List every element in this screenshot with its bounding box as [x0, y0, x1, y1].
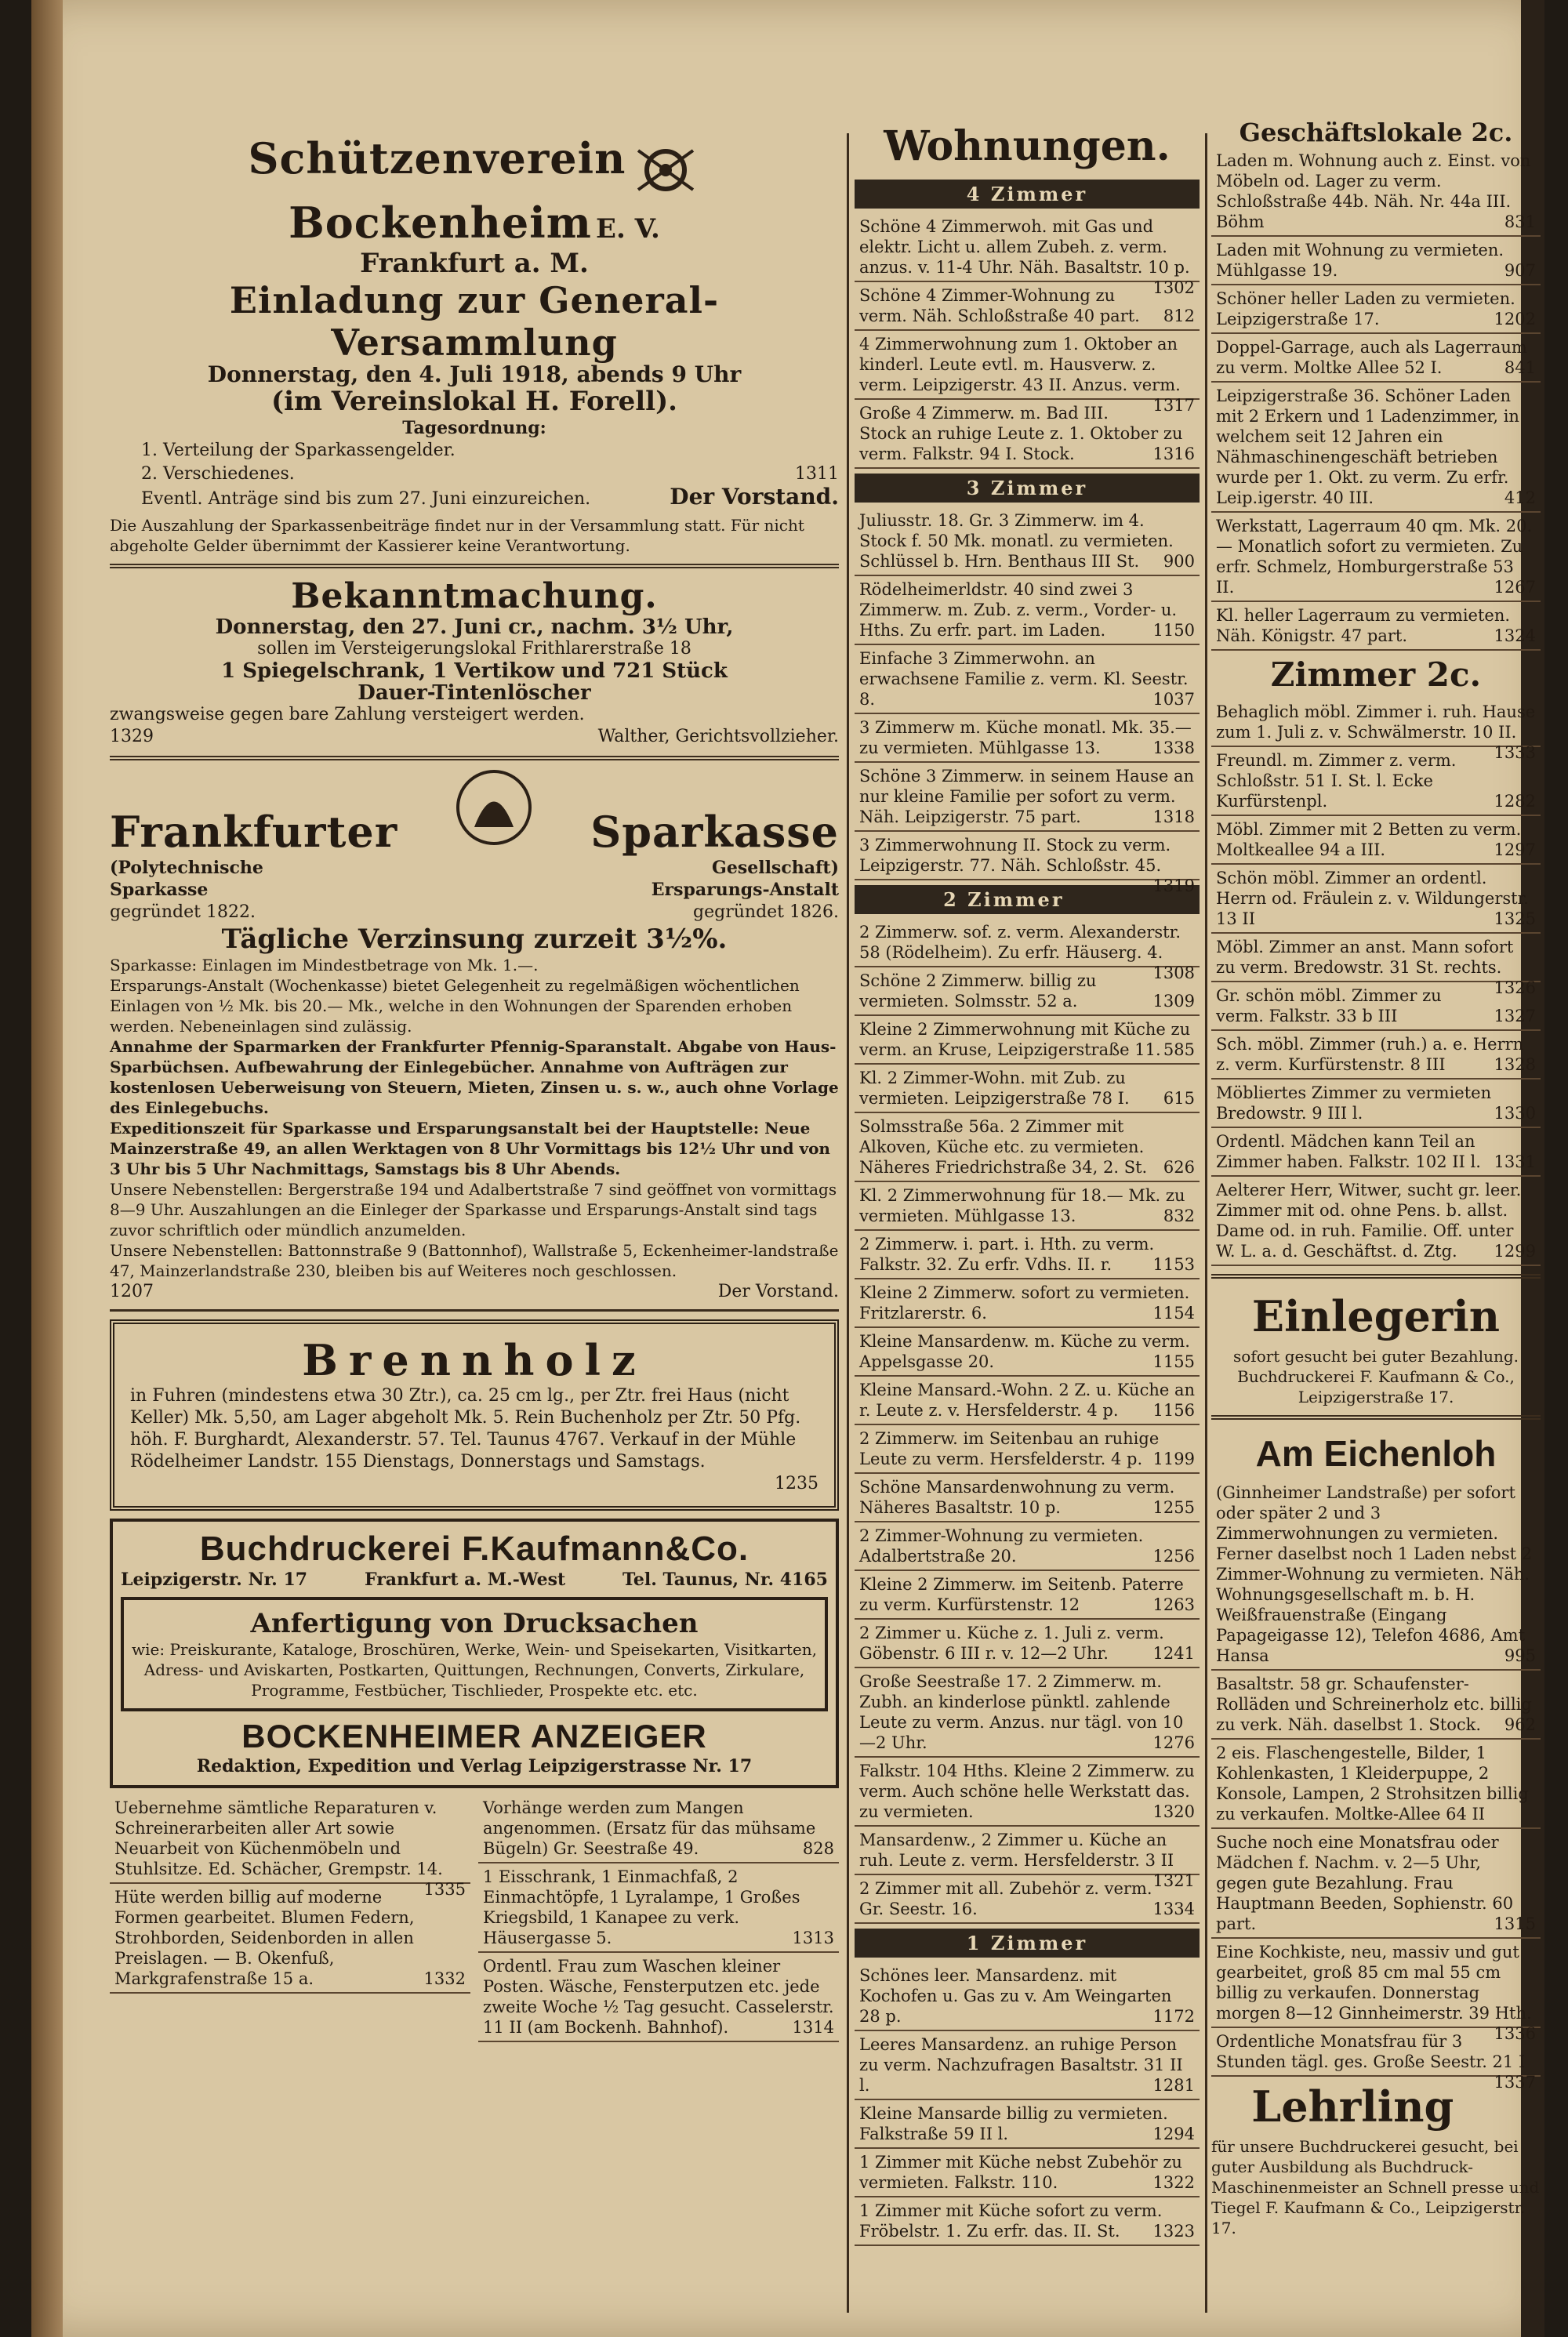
ad-number: 626: [1163, 1158, 1195, 1177]
ad-text: 3 Zimmerwohnung II. Stock zu verm. Leipzigerstr. 77. Näh. Schloßstr. 45.: [859, 836, 1171, 875]
column-rule: [847, 133, 849, 2313]
ad-number: 1324: [1494, 626, 1536, 645]
ad-number: 1317: [1152, 396, 1195, 415]
ad-number: 1316: [1152, 445, 1195, 463]
sparkasse-left-label: Sparkasse: [110, 879, 209, 900]
ad-number: 1199: [1152, 1450, 1195, 1468]
classified-ad: [478, 1794, 839, 1863]
sparkasse-title-right: Sparkasse: [590, 806, 839, 857]
ad-text: Schöne 3 Zimmerw. in seinem Hause an nur kleine Familie per sofort zu verm. Näh. Leipzigerstr. 75 part.: [859, 767, 1195, 826]
ad-text: Einfache 3 Zimmerwohn. an erwachsene Familie z. verm. Kl. Seestr. 8.: [859, 649, 1189, 709]
ad-number: 1335: [423, 1879, 466, 1899]
sparkasse-body-1: Sparkasse: Einlagen im Mindestbetrage von Mk. 1.—.: [110, 955, 539, 974]
ad-text: 1 Zimmer mit Küche sofort zu verm. Fröbelstr. 1. Zu erfr. das. II. St.: [859, 2201, 1163, 2241]
ad-number: 900: [1163, 552, 1195, 571]
classified-ad: [1211, 1829, 1541, 1939]
ad-number: 1153: [1152, 1255, 1195, 1274]
ad-number: 585: [1163, 1040, 1195, 1059]
category-header: 4 Zimmer: [855, 180, 1200, 209]
section-title: Geschäftslokale 2c.: [1239, 118, 1513, 147]
classified-ad: [1211, 1671, 1541, 1740]
newspaper-page: [31, 0, 1544, 2337]
small-ads-right: [478, 1794, 839, 2042]
category-header: 1 Zimmer: [855, 1929, 1200, 1958]
ad-text: 2 Zimmerw. i. part. i. Hth. zu verm. Falkstr. 32. Zu erfr. Vdhs. II. r.: [859, 1235, 1155, 1274]
column-left: [110, 118, 839, 2042]
ad-number: 1308: [1152, 963, 1195, 982]
ad-text: Kl. 2 Zimmer-Wohn. mit Zub. zu vermieten. Leipzigerstraße 78 I.: [859, 1069, 1130, 1108]
column-wohnungen: [855, 118, 1200, 2246]
ad-text: Werkstatt, Lagerraum 40 qm. Mk. 20.— Monatlich sofort zu vermieten. Zu erfr. Schmelz, Homburgerstraße 53 II.: [1216, 517, 1533, 597]
classified-ad: [855, 400, 1200, 469]
ad-text: 2 Zimmerw. im Seitenbau an ruhige Leute zu verm. Hersfelderstr. 4 p.: [859, 1429, 1160, 1468]
agenda-item-2: 2. Verschiedenes.: [141, 463, 295, 484]
ad-text: Schöne 2 Zimmerw. billig zu vermieten. Solmsstr. 52 a.: [859, 971, 1097, 1011]
classified-ad: [855, 1065, 1200, 1113]
classified-ad: [478, 1863, 839, 1953]
classified-ad: [855, 1962, 1200, 2031]
ad-text: Ordentl. Mädchen kann Teil an Zimmer haben. Falkstr. 102 II l.: [1216, 1132, 1481, 1171]
ad-number: 1155: [1152, 1352, 1195, 1371]
ad-text: Vorhänge werden zum Mangen angenommen. (Ersatz für das mühsame Bügeln) Gr. Seestraße 49.: [483, 1798, 816, 1858]
sparkasse-left-year: gegründet 1822.: [110, 902, 256, 922]
ad-number: 1235: [775, 1473, 818, 1493]
eichenloh-title: Am Eichenloh: [1255, 1433, 1497, 1474]
classified-ad: [855, 919, 1200, 982]
ad-number: 1263: [1152, 1595, 1195, 1614]
classified-ad: [855, 1668, 1200, 1758]
ad-text: Kl. heller Lagerraum zu vermieten. Näh. Königstr. 47 part.: [1216, 606, 1511, 645]
agenda-item-1: 1. Verteilung der Sparkassengelder.: [141, 440, 456, 460]
club-suffix: E. V.: [596, 212, 660, 245]
lehrling-title: Lehrling: [1251, 2081, 1454, 2132]
notice-line-5: zwangsweise gegen bare Zahlung versteigert werden.: [110, 704, 585, 724]
club-name-right: Bockenheim: [289, 197, 592, 248]
meeting-footer: Die Auszahlung der Sparkassenbeiträge findet nur in der Versammlung statt. Für nicht abgeholte Gelder übernimmt der Kassierer keine Verantwortung.: [110, 515, 804, 555]
ad-number: 1336: [1494, 2024, 1536, 2043]
ad-text: Hüte werden billig auf moderne Formen gearbeitet. Blumen Federn, Strohborden, Seidenborden in allen Preislagen. — B. Okenfuß, Markgrafenstraße 15 a.: [114, 1887, 415, 1988]
ad-text: Schönes leer. Mansardenz. mit Kochofen u. Gas zu v. Am Weingarten 28 p.: [859, 1966, 1172, 2026]
classified-ad: [855, 1377, 1200, 1425]
category-header: 2 Zimmer: [855, 885, 1200, 914]
ad-text: Uebernehme sämtliche Reparaturen v. Schreinerarbeiten aller Art sowie Neuarbeit von Küchenmöbeln und Stuhlsitze. Ed. Schächer, Grempstr. 14.: [114, 1798, 443, 1878]
sparkasse-body-3: Annahme der Sparmarken der Frankfurter Pfennig-Sparanstalt. Abgabe von Haus-Sparbüchsen. Aufbewahrung der Einlegebücher. Annahme von Aufträgen zur kostenlosen Ueberweisung von Steuern, Mieten, Zinsen u. s. w., auch ohne Vorlage des Einlegebuchs.: [110, 1036, 839, 1117]
classified-ad: [110, 1884, 470, 1994]
classified-ad: [855, 1522, 1200, 1571]
druckerei-address: Leipzigerstr. Nr. 17: [121, 1569, 308, 1590]
ad-number: 1299: [1494, 1242, 1536, 1261]
classified-ad: [1211, 865, 1541, 934]
ad-text: Schön möbl. Zimmer an ordentl. Herrn od. Fräulein z. v. Wildungerstr. 13 II: [1216, 869, 1529, 928]
ad-text: Ordentliche Monatsfrau für 3 Stunden tägl. ges. Große Seestr. 21 I: [1216, 2032, 1526, 2071]
ad-text: Kleine 2 Zimmerwohnung mit Küche zu verm. an Kruse, Leipzigerstraße 11.: [859, 1020, 1191, 1059]
classified-ad: [478, 1953, 839, 2042]
classified-ad: [1211, 816, 1541, 865]
ad-text: 4 Zimmerwohnung zum 1. Oktober an kinderl. Leute evtl. m. Hausverw. z. verm. Leipzigerstr. 43 II. Anzus. verm.: [859, 335, 1181, 394]
ad-number: 1315: [1494, 1914, 1536, 1933]
meeting-headline: Einladung zur General-Versammlung: [229, 278, 720, 364]
ad-number: 907: [1504, 261, 1536, 280]
notice-line-1: Donnerstag, den 27. Juni cr., nachm. 3½ Uhr,: [215, 615, 734, 639]
ad-number: 1202: [1494, 310, 1536, 328]
classified-ad: [1211, 982, 1541, 1031]
meeting-place: (im Vereinslokal H. Forell).: [270, 385, 678, 417]
ad-number: 1302: [1152, 278, 1195, 297]
ad-number: 1241: [1152, 1644, 1195, 1663]
ad-number: 1329: [110, 726, 154, 746]
einlegerin-body: sofort gesucht bei guter Bezahlung. Buchdruckerei F. Kaufmann & Co., Leipzigerstraße 17.: [1232, 1347, 1519, 1406]
ad-number: 832: [1163, 1207, 1195, 1225]
ad-text: Freundl. m. Zimmer z. verm. Schloßstr. 51 I. St. l. Ecke Kurfürstenpl.: [1216, 751, 1457, 811]
ad-number: 1327: [1494, 1007, 1536, 1025]
classified-ad: [1211, 934, 1541, 997]
ad-text: Schöne 4 Zimmerwoh. mit Gas und elektr. Licht u. allem Zubeh. z. verm. anzus. v. 11-4 Uhr. Näh. Basaltstr. 10 p.: [859, 217, 1190, 277]
ad-text: Behaglich möbl. Zimmer i. ruh. Hause zum 1. Juli z. v. Schwälmerstr. 10 II.: [1216, 702, 1536, 742]
divider: [110, 1309, 839, 1312]
lehrling-body: für unsere Buchdruckerei gesucht, bei guter Ausbildung als Buchdruck-Maschinenmeister an Schnell presse und Tiegel F. Kaufmann & Co., Leipzigerstr. 17.: [1211, 2137, 1540, 2237]
ad-text: Doppel-Garrage, auch als Lagerraum zu verm. Moltke Allee 52 I.: [1216, 338, 1527, 377]
ad-number: 1150: [1152, 621, 1195, 640]
divider: [110, 564, 839, 568]
druckerei-title: Buchdruckerei F.Kaufmann&Co.: [199, 1529, 750, 1568]
sparkasse-title-left: Frankfurter: [110, 806, 398, 857]
druckerei-phone: Tel. Taunus, Nr. 4165: [622, 1569, 828, 1590]
eichenloh-ad: [1211, 1428, 1541, 1671]
classified-ad: [855, 645, 1200, 714]
ad-number: 1313: [792, 1928, 834, 1947]
classified-ad: [1211, 334, 1541, 383]
ad-number: 962: [1504, 1715, 1536, 1734]
druckerei-ad: [110, 1519, 839, 1788]
classified-ad: [1211, 1479, 1541, 1671]
classified-ad: [110, 1794, 470, 1899]
ad-text: Möbl. Zimmer an anst. Mann sofort zu verm. Bredowstr. 31 St. rechts.: [1216, 938, 1514, 977]
ad-number: 1172: [1152, 2007, 1195, 2026]
classified-ad: [1211, 383, 1541, 513]
sparkasse-ad: [110, 768, 839, 1303]
classified-ad: [1211, 147, 1541, 237]
signature: Der Vorstand.: [670, 483, 839, 510]
ad-number: 1294: [1152, 2125, 1195, 2143]
classified-ad: [1211, 1740, 1541, 1829]
ad-text: Kleine Mansard.-Wohn. 2 Z. u. Küche an r. Leute z. v. Hersfelderstr. 4 p.: [859, 1381, 1195, 1420]
ad-text: Sch. möbl. Zimmer (ruh.) a. e. Herrn z. verm. Kurfürstenstr. 8 III: [1216, 1035, 1524, 1074]
ad-text: Große 4 Zimmerw. m. Bad III. Stock an ruhige Leute z. 1. Oktober zu verm. Falkstr. 94 I. Stock.: [859, 404, 1183, 463]
classified-ad: [855, 2100, 1200, 2149]
classified-ad: [855, 1571, 1200, 1620]
classified-ad: [855, 832, 1200, 895]
druckerei-city: Frankfurt a. M.-West: [364, 1569, 566, 1590]
ad-number: 841: [1504, 358, 1536, 377]
ad-number: 812: [1163, 307, 1195, 325]
ad-text: Suche noch eine Monatsfrau oder Mädchen f. Nachm. v. 2—5 Uhr, gegen gute Bezahlung. Frau Hauptmann Beeden, Sophienstr. 60 part.: [1216, 1833, 1514, 1933]
classified-ad: [855, 2031, 1200, 2100]
divider: [1211, 1274, 1541, 1279]
ad-number: 1037: [1152, 690, 1195, 709]
ad-text: Falkstr. 104 Hths. Kleine 2 Zimmerw. zu verm. Auch schöne helle Werkstatt das. zu vermieten.: [859, 1762, 1195, 1821]
classified-ad: [855, 507, 1200, 576]
einlegerin-ad: [1211, 1286, 1541, 1407]
interest-rate: Tägliche Verzinsung zurzeit 3½%.: [221, 923, 728, 955]
sparkasse-body-2: Ersparungs-Anstalt (Wochenkasse) bietet Gelegenheit zu regelmäßigen wöchentlichen Einlagen von ½ Mk. bis 20.— Mk., welche in den Wohnungen der Sparenden erhoben werden. Nebeneinlagen sind zulässig.: [110, 975, 800, 1036]
ad-text: 1 Eisschrank, 1 Einmachfaß, 2 Einmachtöpfe, 1 Lyralampe, 1 Großes Kriegsbild, 1 Kanapee zu verk. Häusergasse 5.: [483, 1867, 800, 1947]
ad-text: 2 Zimmer-Wohnung zu vermieten. Adalbertstraße 20.: [859, 1526, 1144, 1566]
classified-ad: [855, 1113, 1200, 1182]
notice-title: Bekanntmachung.: [291, 575, 658, 616]
ad-number: 1276: [1152, 1733, 1195, 1752]
ad-text: Kleine Mansardenw. m. Küche zu verm. Appelsgasse 20.: [859, 1332, 1190, 1371]
sparkasse-sub-left: (Polytechnische: [110, 857, 263, 878]
ad-number: 1338: [1152, 738, 1195, 757]
classified-ad: [1211, 602, 1541, 651]
ad-number: 1282: [1494, 792, 1536, 811]
classified-ad: [855, 1827, 1200, 1890]
ad-text: Kleine 2 Zimmerw. sofort zu vermieten. Fritzlarerstr. 6.: [859, 1283, 1190, 1323]
classified-ad: [855, 1620, 1200, 1668]
ad-number: 1281: [1152, 2076, 1195, 2095]
anzeiger-title: BOCKENHEIMER ANZEIGER: [241, 1717, 707, 1755]
ad-text: Aelterer Herr, Witwer, sucht gr. leer. Zimmer mit od. ohne Pens. b. allst. Dame od. in ruh. Familie. Off. unter W. L. a. d. Geschäftst. d. Ztg.: [1216, 1181, 1522, 1261]
classified-ad: [855, 331, 1200, 415]
ad-number: 1314: [792, 2017, 834, 2037]
ad-text: 2 Zimmerw. sof. z. verm. Alexanderstr. 58 (Rödelheim). Zu erfr. Häuserg. 4.: [859, 923, 1181, 962]
section-title: Zimmer 2c.: [1270, 655, 1482, 694]
section-title: Wohnungen.: [884, 122, 1171, 170]
ad-text: Leipzigerstraße 36. Schöner Laden mit 2 Erkern und 1 Ladenzimmer, in welchem seit 12 Jahren ein Nähmaschinengeschäft betrieben wurde per 1. Okt. zu verm. Zu erfr. Leip.igerstr. 40 III.: [1216, 386, 1519, 507]
classified-ad: [1211, 747, 1541, 816]
ad-text: (Ginnheimer Landstraße) per sofort oder später 2 und 3 Zimmerwohnungen zu vermieten. Ferner daselbst noch 1 Laden nebst 2 Zimmer-Wohnung zu vermieten. Näh. Wohnungsgesellschaft m. b. H. Weißfrauenstraße (Eingang Papageigasse 12), Telefon 4686, Amt Hansa: [1216, 1483, 1533, 1665]
bekanntmachung-ad: [110, 576, 839, 748]
divider: [110, 756, 839, 760]
classified-ad: [855, 2197, 1200, 2246]
ad-number: 1309: [1152, 992, 1195, 1011]
ad-number: 1318: [1152, 807, 1195, 826]
classified-ad: [1211, 1128, 1541, 1177]
ad-text: Laden mit Wohnung zu vermieten. Mühlgasse 19.: [1216, 241, 1504, 280]
classified-ad: [855, 1875, 1200, 1924]
classified-ad: [855, 1328, 1200, 1377]
classified-ad: [855, 282, 1200, 331]
brennholz-body: in Fuhren (mindestens etwa 30 Ztr.), ca. 25 cm lg., per Ztr. frei Haus (nicht Keller) Mk. 5,50, am Lager abgeholt Mk. 5. Rein Buchenholz per Ztr. 50 Pfg. höh. F. Burghardt, Alexanderstr. 57. Tel. Taunus 4767. Verkauf in der Mühle Rödelheimer Landstr. 155 Dienstags, Donnerstags und Samstags.: [130, 1385, 801, 1472]
classified-ad: [1211, 1031, 1541, 1080]
meeting-date: Donnerstag, den 4. Juli 1918, abends 9 Uhr: [207, 361, 742, 387]
brennholz-ad: [110, 1319, 839, 1511]
ad-number: 1256: [1152, 1547, 1195, 1566]
classified-ad: [855, 1182, 1200, 1231]
ad-number: 1311: [795, 463, 839, 484]
category-header: 3 Zimmer: [855, 474, 1200, 503]
schuetzenverein-ad: [110, 133, 839, 556]
ad-number: 995: [1504, 1646, 1536, 1665]
ad-text: 1 Zimmer mit Küche nebst Zubehör zu vermieten. Falkstr. 110.: [859, 2153, 1182, 2192]
ad-number: 1334: [1152, 1900, 1195, 1918]
signature: Der Vorstand.: [717, 1281, 839, 1301]
classified-ad: [855, 2149, 1200, 2197]
divider: [1211, 1415, 1541, 1420]
sparkasse-right-label: Ersparungs-Anstalt: [651, 879, 839, 900]
column-geschaeftslokale: [1211, 118, 1541, 2238]
ad-text: Ordentl. Frau zum Waschen kleiner Posten. Wäsche, Fensterputzen etc. jede zweite Woche ½ Tag gesucht. Casselerstr. 11 II (am Bockenh. Bahnhof).: [483, 1956, 834, 2037]
ad-text: Rödelheimerldstr. 40 sind zwei 3 Zimmerw. m. Zub. z. verm., Vorder- u. Hths. Zu erfr. part. im Laden.: [859, 580, 1178, 640]
classified-ad: [855, 1231, 1200, 1279]
ad-number: 1331: [1494, 1152, 1536, 1171]
ad-number: 615: [1163, 1089, 1195, 1108]
classified-ad: [1211, 237, 1541, 285]
notice-line-4: Dauer-Tintenlöscher: [358, 680, 591, 705]
ad-number: 1332: [423, 1969, 466, 1988]
ad-text: Juliusstr. 18. Gr. 3 Zimmerw. im 4. Stock f. 50 Mk. monatl. zu vermieten. Schlüssel b. Hrn. Benthaus III St.: [859, 511, 1174, 571]
ad-text: 2 eis. Flaschengestelle, Bilder, 1 Kohlenkasten, 1 Kleiderpuppe, 2 Konsole, Lampen, 2 Strohsitzen billig zu verkaufen. Moltke-Allee 64 II: [1216, 1744, 1529, 1824]
sparkasse-sub-right: Gesellschaft): [712, 857, 839, 878]
classified-ad: [855, 1279, 1200, 1328]
classified-ad: [855, 1758, 1200, 1827]
ad-number: 831: [1504, 212, 1536, 231]
ad-number: 1297: [1494, 840, 1536, 859]
brennholz-title: Brennholz: [302, 1334, 647, 1385]
ad-text: Eine Kochkiste, neu, massiv und gut gearbeitet, groß 85 cm mal 55 cm billig zu verkaufen. Donnerstag morgen 8—12 Ginnheimerstr. 39 Hth.: [1216, 1943, 1532, 2023]
classified-ad: [855, 576, 1200, 645]
small-ads-left: [110, 1794, 470, 2042]
ad-text: Mansardenw., 2 Zimmer u. Küche an ruh. Leute z. verm. Hersfelderstr. 3 II: [859, 1831, 1174, 1870]
classified-ad: [855, 1016, 1200, 1065]
notice-line-3: 1 Spiegelschrank, 1 Vertikow und 721 Stück: [221, 659, 728, 683]
ad-number: 1328: [1494, 1055, 1536, 1074]
ad-text: Möbliertes Zimmer zu vermieten Bredowstr. 9 III l.: [1216, 1083, 1492, 1123]
ad-text: Kleine Mansarde billig zu vermieten. Falkstraße 59 II l.: [859, 2104, 1168, 2143]
ad-text: Möbl. Zimmer mit 2 Betten zu verm. Moltkeallee 94 a III.: [1216, 820, 1522, 859]
druckerei-headline: Anfertigung von Drucksachen: [250, 1607, 699, 1639]
classified-ad: [1211, 1939, 1541, 2043]
ad-number: 1333: [1494, 743, 1536, 762]
classified-ad: [1211, 513, 1541, 602]
agenda-label: Tagesordnung:: [402, 417, 546, 438]
ad-number: 1255: [1152, 1498, 1195, 1517]
classified-ad: [855, 714, 1200, 763]
classified-ad: [855, 213, 1200, 297]
club-name-left: Schützenverein: [248, 133, 626, 183]
classified-ad: [1211, 1177, 1541, 1266]
column-rule: [1205, 133, 1207, 2313]
sparkasse-body-6: Unsere Nebenstellen: Battonnstraße 9 (Battonnhof), Wallstraße 5, Eckenheimer-landstraße 47, Mainzerlandstraße 230, bleiben bis auf Weiteres noch geschlossen.: [110, 1240, 839, 1280]
ad-text: 2 Zimmer u. Küche z. 1. Juli z. verm. Göbenstr. 6 III r. v. 12—2 Uhr.: [859, 1624, 1164, 1663]
ad-number: 1320: [1152, 1802, 1195, 1821]
ad-number: 1319: [1152, 876, 1195, 895]
classified-ad: [1211, 285, 1541, 334]
sparkasse-body-4: Expeditionszeit für Sparkasse und Ersparungsanstalt bei der Hauptstelle: Neue Mainzerstraße 49, an allen Werktagen von 8 Uhr Vormittags bis 12½ Uhr und von 3 Uhr bis 5 Uhr Nachmittags, Samstags bis 8 Uhr Abends.: [110, 1118, 830, 1178]
club-city: Frankfurt a. M.: [360, 247, 589, 279]
notice-line-2: sollen im Versteigerungslokal Frithlarerstraße 18: [257, 638, 691, 659]
ad-number: 828: [802, 1838, 834, 1858]
page-edge-left: [31, 0, 63, 2337]
ad-text: Kleine 2 Zimmerw. im Seitenb. Paterre zu verm. Kurfürstenstr. 12: [859, 1575, 1184, 1614]
classified-ad: [855, 1474, 1200, 1522]
ad-number: 1325: [1494, 909, 1536, 928]
sparkasse-right-year: gegründet 1826.: [693, 902, 839, 922]
ad-text: Kl. 2 Zimmerwohnung für 18.— Mk. zu vermieten. Mühlgasse 13.: [859, 1186, 1185, 1225]
ad-number: 412: [1504, 488, 1536, 507]
ad-text: Laden m. Wohnung auch z. Einst. von Möbeln od. Lager zu verm. Schloßstraße 44b. Näh. Nr. 44a III. Böhm: [1216, 151, 1531, 231]
signature: Walther, Gerichtsvollzieher.: [597, 726, 839, 746]
ad-text: Gr. schön möbl. Zimmer zu verm. Falkstr. 33 b III: [1216, 986, 1442, 1025]
club-emblem-icon: [630, 143, 701, 198]
beehive-icon: [451, 768, 537, 847]
sparkasse-body-5: Unsere Nebenstellen: Bergerstraße 194 und Adalbertstraße 7 sind geöffnet von vormittags 8—9 Uhr. Auszahlungen an die Einleger der Sparkasse und Ersparungs-Anstalt sind tags zuvor schriftlich oder mündlich anzumelden.: [110, 1179, 837, 1239]
classified-ad: [1211, 1080, 1541, 1128]
einlegerin-title: Einlegerin: [1251, 1291, 1501, 1341]
ad-text: 3 Zimmerw m. Küche monatl. Mk. 35.— zu vermieten. Mühlgasse 13.: [859, 718, 1192, 757]
ad-number: 1326: [1494, 978, 1536, 997]
ad-text: Leeres Mansardenz. an ruhige Person zu verm. Nachzufragen Basaltstr. 31 II l.: [859, 2035, 1183, 2095]
ad-number: 1267: [1494, 578, 1536, 597]
ad-number: 1207: [110, 1281, 154, 1301]
ad-number: 1322: [1152, 2173, 1195, 2192]
meeting-note: Eventl. Anträge sind bis zum 27. Juni einzureichen.: [141, 488, 591, 509]
ad-number: 1323: [1152, 2222, 1195, 2241]
ad-number: 1156: [1152, 1401, 1195, 1420]
classified-ad: [855, 967, 1200, 1016]
ad-number: 1321: [1152, 1871, 1195, 1890]
classified-ad: [855, 1425, 1200, 1474]
druckerei-list: wie: Preiskurante, Kataloge, Broschüren, Werke, Wein- und Speisekarten, Visitkarten, Adress- und Aviskarten, Postkarten, Quittungen, Rechnungen, Converts, Zirkulare, Programme, Festbücher, Tischlieder, Prospekte etc. etc.: [132, 1639, 817, 1700]
ad-text: Basaltstr. 58 gr. Schaufenster-Rolläden und Schreinerholz etc. billig zu verk. Näh. daselbst 1. Stock.: [1216, 1675, 1532, 1734]
ad-number: 1330: [1494, 1104, 1536, 1123]
ad-number: 1154: [1152, 1304, 1195, 1323]
ad-text: Schöner heller Laden zu vermieten. Leipzigerstraße 17.: [1216, 289, 1515, 328]
anzeiger-subtitle: Redaktion, Expedition und Verlag Leipzigerstrasse Nr. 17: [196, 1755, 753, 1776]
ad-text: Schöne Mansardenwohnung zu verm. Näheres Basaltstr. 10 p.: [859, 1478, 1175, 1517]
lehrling-ad: [1211, 2077, 1541, 2238]
ad-text: Große Seestraße 17. 2 Zimmerw. m. Zubh. an kinderlose pünktl. zahlende Leute zu verm. Anzus. nur tägl. von 10—2 Uhr.: [859, 1672, 1184, 1752]
ad-text: 2 Zimmer mit all. Zubehör z. verm. Gr. Seestr. 16.: [859, 1879, 1152, 1918]
ad-number: 1337: [1494, 2073, 1536, 2092]
classified-ad: [1211, 699, 1541, 762]
classified-ad: [855, 763, 1200, 832]
ad-text: Solmsstraße 56a. 2 Zimmer mit Alkoven, Küche etc. zu vermieten. Näheres Friedrichstraße 34, 2. St.: [859, 1117, 1148, 1177]
ad-text: Schöne 4 Zimmer-Wohnung zu verm. Näh. Schloßstraße 40 part.: [859, 286, 1140, 325]
classified-ad: [1211, 2028, 1541, 2092]
